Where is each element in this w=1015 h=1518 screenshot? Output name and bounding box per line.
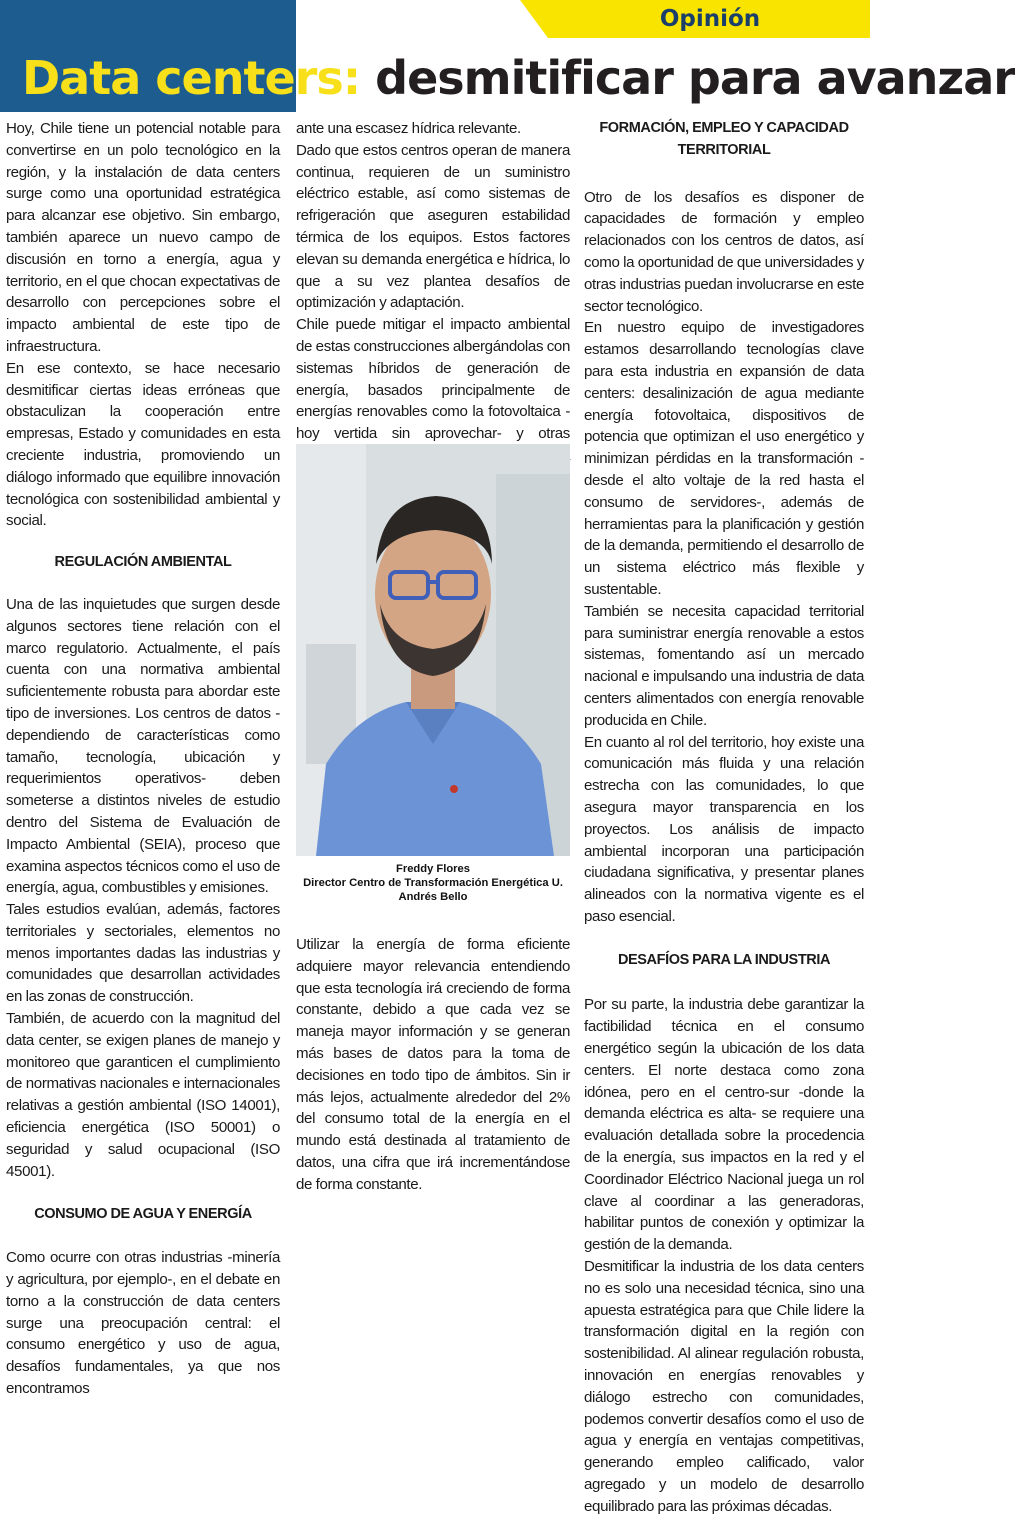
paragraph: También, de acuerdo con la magnitud del data center, se exigen planes de manejo y monitoreo que garanticen el cumplimiento de normativas nacionales e internacionales relativas a gestión ambiental (ISO 14001), eficiencia energética (ISO 50001) o seguridad y salud ocupacional (ISO 45001). bbox=[6, 1010, 280, 1180]
article-title bbox=[22, 46, 1015, 110]
section-label: Opinión bbox=[659, 6, 761, 32]
paragraph: Una de las inquietudes que surgen desde algunos sectores tiene relación con el marco regulatorio. Actualmente, el país cuenta con una normativa ambiental suficientemente robusta para abordar este tipo de inversiones. Los centros de datos -dependiendo de características como tamaño, tecnología, ubicación y requerimientos operativos- deben someterse a distintos niveles de estudio dentro del Sistema de Evaluación de Impacto Ambiental (SEIA), proceso que examina aspectos técnicos como el uso de energía, agua, combustibles y emisiones. bbox=[6, 595, 280, 897]
paragraph: También se necesita capacidad territorial para suministrar energía renovable a estos sistemas, fomentando así un mercado nacional e impulsando una industria de data centers alimentados con energía renovable producida en Chile. bbox=[584, 602, 864, 729]
paragraph: Otro de los desafíos es disponer de capacidades de formación y empleo relacionados con los centros de datos, así como la oportunidad de que universidades y otras industrias puedan involucrarse en este sector tecnológico. bbox=[584, 188, 864, 315]
title-rest: desmitificar para avanzar bbox=[375, 51, 1015, 105]
paragraph: En nuestro equipo de investigadores estamos desarrollando tecnologías clave para esta industria en expansión de data centers: desalinización de agua mediante energía fotovoltaica, dispositivos de potencia que optimizan el uso energético y minimizan pérdidas en la transformación -desde el alto voltaje de la red hasta el consumo de servidores-, además de herramientas para la planificación y gestión de la demanda, permitiendo el desarrollo de un sistema eléctrico más flexible y sustentable. bbox=[584, 319, 864, 598]
paragraph: Dado que estos centros operan de manera continua, requieren de un suministro eléctrico estable, así como sistemas de refrigeración que aseguren estabilidad térmica de los equipos. Estos factores elevan su demanda energética e hídrica, lo que a su vez plantea desafíos de optimización y adaptación. bbox=[296, 141, 570, 312]
paragraph: En cuanto al rol del territorio, hoy existe una comunicación más fluida y una relación estrecha con las comunidades, lo que asegura mayor transparencia en los proyectos. Los análisis de impacto ambiental incorporan una participación ciudadana significativa, y presentar planes alineados con la normativa vigente es el paso esencial. bbox=[584, 733, 864, 925]
author-photo bbox=[296, 444, 570, 856]
paragraph: Tales estudios evalúan, además, factores territoriales y sectoriales, elementos no menos importantes dadas las industrias y comunidades que desarrollan actividades en las zonas de construcción. bbox=[6, 901, 280, 1006]
paragraph: Desmitificar la industria de los data centers no es solo una necesidad técnica, sino una apuesta estratégica para que Chile lidere la transformación digital en la región con sostenibilidad. Al alinear regulación robusta, innovación en energías renovables y diálogo estrecho con comunidades, podemos convertir desafíos como el uso de agua y energía en ventajas competitivas, generando empleo calificado, valor agregado y un modelo de desarrollo equilibrado para las próximas décadas. bbox=[584, 1258, 864, 1515]
caption-name: Freddy Flores bbox=[396, 863, 470, 875]
column-2-bottom bbox=[296, 934, 570, 1196]
portrait-illustration bbox=[296, 444, 570, 856]
column-1 bbox=[6, 118, 280, 1400]
title-highlight: Data centers: bbox=[22, 51, 361, 105]
paragraph: Como ocurre con otras industrias -minería y agricultura, por ejemplo-, en el debate en torno a la construcción de data centers surge una preocupación central: el consumo energético y uso de agua, desafíos fundamentales, ya que nos encontramos bbox=[6, 1249, 280, 1398]
paragraph: En ese contexto, se hace necesario desmitificar ciertas ideas erróneas que obstaculizan la cooperación entre empresas, Estado y comunidades en esta creciente industria, promoviendo un diálogo informado que equilibre innovación tecnológica con sostenibilidad ambiental y social. bbox=[6, 359, 280, 530]
paragraph: Hoy, Chile tiene un potencial notable para convertirse en un polo tecnológico en la región, y la instalación de data centers surge como una oportunidad estratégica para alcanzar ese objetivo. Sin embargo, también aparece un nuevo campo de discusión en torno a energía, agua y territorio, en el que chocan expectativas de desarrollo con percepciones sobre el impacto ambiental de este tipo de infraestructura. bbox=[6, 120, 280, 355]
subheading-regulacion: REGULACIÓN AMBIENTAL bbox=[54, 554, 232, 571]
paragraph: Por su parte, la industria debe garantizar la factibilidad técnica en el consumo energético según la ubicación de los data centers. El norte destaca como zona idónea, pero en el centro-sur -donde la demanda eléctrica es alta- se requiere una evaluación detallada sobre la procedencia de la energía, sus impactos en la red y el Coordinador Eléctrico Nacional juega un rol clave al coordinar a las generadoras, habilitar puntos de conexión y optimizar la gestión de la demanda. bbox=[584, 996, 864, 1254]
subheading-consumo: CONSUMO DE AGUA Y ENERGÍA bbox=[34, 1206, 252, 1223]
column-3 bbox=[584, 118, 864, 1518]
subheading-desafios: DESAFÍOS PARA LA INDUSTRIA bbox=[617, 951, 831, 968]
photo-caption bbox=[296, 862, 570, 904]
paragraph: ante una escasez hídrica relevante. bbox=[296, 120, 521, 137]
subheading-formacion: FORMACIÓN, EMPLEO Y CAPACIDAD TERRITORIAL bbox=[599, 120, 849, 158]
paragraph: Chile puede mitigar el impacto ambiental de estas construcciones albergándolas con sistemas híbridos de generación de energía, basados principalmente de energías renovables como la fotovoltaica -hoy vertida sin aprovechar- y otras bbox=[296, 316, 570, 443]
caption-role: Director Centro de Transformación Energética U. Andrés Bello bbox=[303, 877, 563, 903]
paragraph: Utilizar la energía de forma eficiente adquiere mayor relevancia entendiendo que esta tecnología irá creciendo de forma constante, debido a que cada vez se maneja mayor información y se generan más bases de datos para la toma de decisiones en todo tipo de ámbitos. Sin ir más lejos, actualmente alrededor del 2% del consumo total de la energía en el mundo está destinada al tratamiento de datos, una cifra que irá incrementándose de forma constante. bbox=[296, 936, 570, 1193]
